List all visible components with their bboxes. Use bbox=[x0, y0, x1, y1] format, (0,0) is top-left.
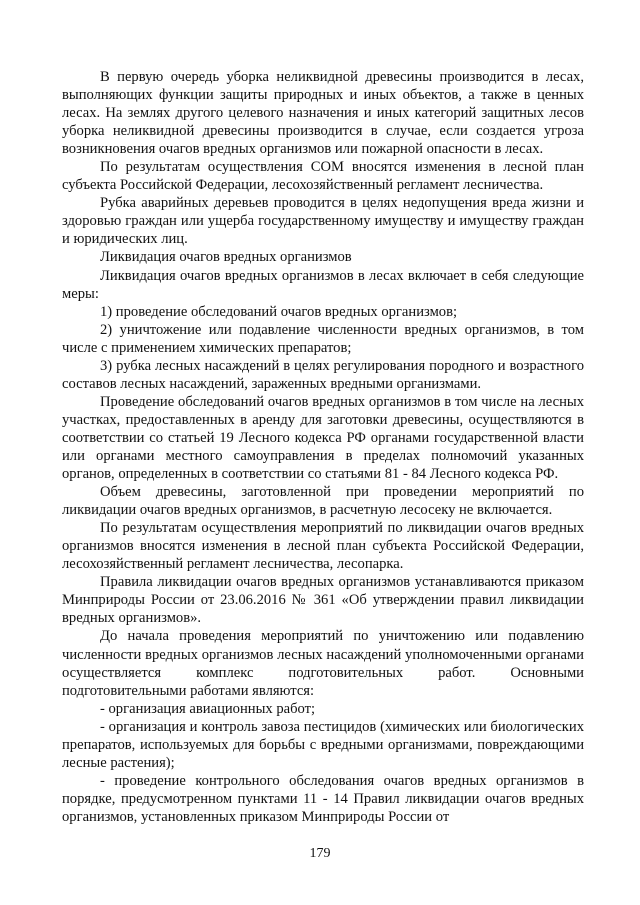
paragraph-2: По результатам осуществления СОМ вносятся изменения в лесной план субъекта Российской Федерации, лесохозяйственный регламент лесничества. bbox=[62, 159, 584, 194]
paragraph-11: По результатам осуществления мероприятий по ликвидации очагов вредных организмов вносятся изменения в лесной план субъекта Российской Федерации, лесохозяйственный регламент лесничества, лесопарка. bbox=[62, 520, 584, 573]
page-number: 179 bbox=[309, 846, 331, 861]
paragraph-3: Рубка аварийных деревьев проводится в целях недопущения вреда жизни и здоровью граждан или ущерба государственному имуществу и имуществу граждан и юридических лиц. bbox=[62, 195, 584, 248]
paragraph-10: Объем древесины, заготовленной при проведении мероприятий по ликвидации очагов вредных организмов, в расчетную лесосеку не включается. bbox=[62, 484, 584, 519]
list-item-2: 2) уничтожение или подавление численности вредных организмов, в том числе с применением химических препаратов; bbox=[62, 321, 584, 356]
list-item-1: 1) проведение обследований очагов вредных организмов; bbox=[100, 303, 458, 320]
list-item-3: 3) рубка лесных насаждений в целях регулирования породного и возрастного составов лесных насаждений, зараженных вредными организмами. bbox=[62, 357, 584, 392]
paragraph-5: Ликвидация очагов вредных организмов в лесах включает в себя следующие меры: bbox=[62, 267, 584, 302]
paragraph-9: Проведение обследований очагов вредных организмов в том числе на лесных участках, предоставленных в аренду для заготовки древесины, осуществляются в соответствии со статьей 19 Лесного кодекса РФ органами государственной власти или органами местного самоуправления в пределах полномочий указанных органов, определенных в соответствии со статьями 81 - 84 Лесного кодекса РФ. bbox=[62, 393, 584, 483]
bullet-item-2: - организация и контроль завоза пестицидов (химических или биологических препаратов, используемых для борьбы с вредными организмами, повреждающими лесные растения); bbox=[62, 718, 584, 771]
bullet-item-3: - проведение контрольного обследования очагов вредных организмов в порядке, предусмотренном пунктами 11 - 14 Правил ликвидации очагов вредных организмов, установленных приказом Минприроды России от bbox=[62, 772, 584, 825]
section-heading: Ликвидация очагов вредных организмов bbox=[100, 249, 352, 266]
paragraph-1: В первую очередь уборка неликвидной древесины производится в лесах, выполняющих функции защиты природных и иных объектов, а также в ценных лесах. На землях другого целевого назначения и иных категорий защитных лесов уборка неликвидной древесины производится в случае, если создается угроза возникновения очагов вредных организмов или пожарной опасности в лесах. bbox=[62, 69, 584, 158]
page-body bbox=[62, 68, 584, 826]
paragraph-13: До начала проведения мероприятий по уничтожению или подавлению численности вредных организмов лесных насаждений уполномоченными органами осуществляется комплекс подготовительных работ. Основными подготовительными работами являются: bbox=[62, 628, 584, 699]
bullet-item-1: - организация авиационных работ; bbox=[100, 700, 316, 717]
paragraph-12: Правила ликвидации очагов вредных организмов устанавливаются приказом Минприроды России от 23.06.2016 № 361 «Об утверждении правил ликвидации вредных организмов». bbox=[62, 574, 584, 627]
